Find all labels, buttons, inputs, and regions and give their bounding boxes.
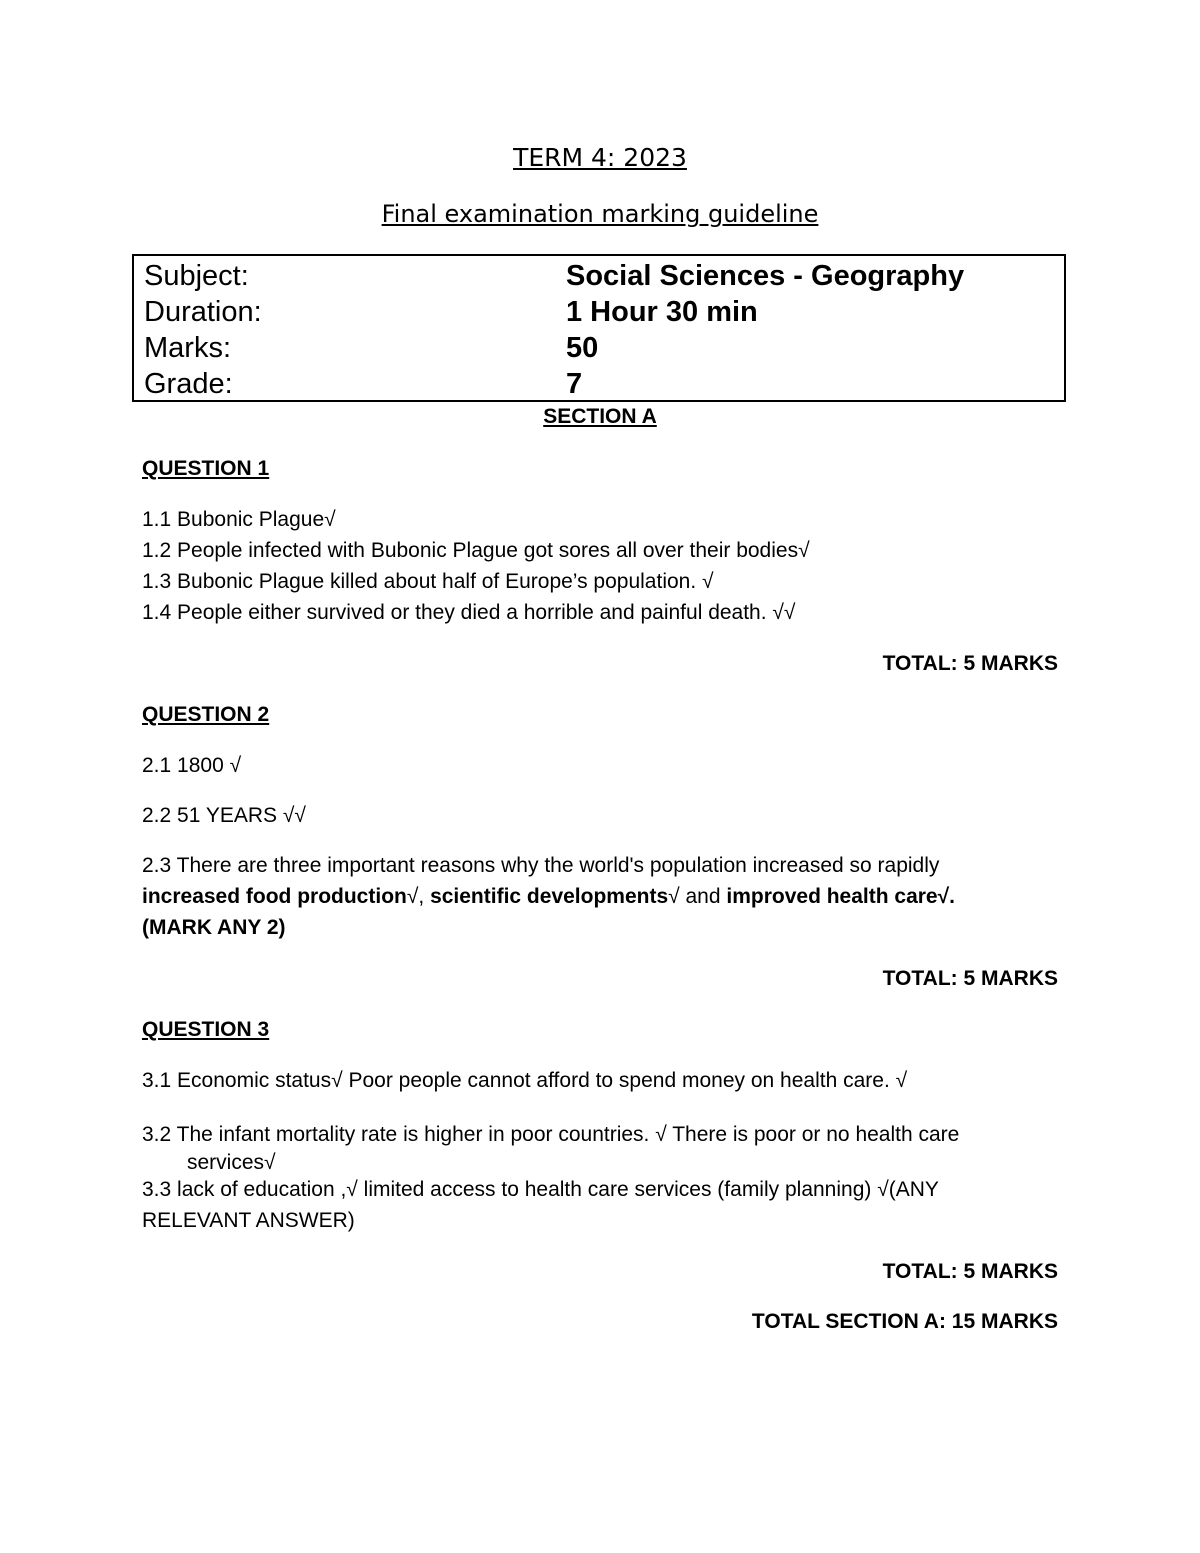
question-1-heading: QUESTION 1 bbox=[142, 457, 270, 480]
question-2-heading: QUESTION 2 bbox=[142, 703, 270, 726]
marks-label: Marks: bbox=[144, 332, 231, 364]
answer-1-4: 1.4 People either survived or they died a horrible and painful death. √√ bbox=[142, 601, 796, 624]
bold-food-production: increased food production bbox=[142, 885, 407, 908]
info-row-grade bbox=[134, 366, 1064, 402]
duration-value: 1 Hour 30 min bbox=[566, 296, 758, 328]
answer-1-3: 1.3 Bubonic Plague killed about half of Europe’s population. √ bbox=[142, 570, 714, 593]
answer-3-3-line-2: RELEVANT ANSWER) bbox=[142, 1209, 355, 1232]
answer-2-2: 2.2 51 YEARS √√ bbox=[142, 804, 306, 827]
bold-improved-health-care: improved health care bbox=[726, 885, 938, 908]
exam-info-table bbox=[132, 254, 1066, 402]
section-a-total: TOTAL SECTION A: 15 MARKS bbox=[751, 1310, 1058, 1333]
grade-value: 7 bbox=[566, 368, 583, 400]
duration-label: Duration: bbox=[144, 296, 262, 328]
answer-3-2-line-2: services√ bbox=[187, 1151, 276, 1174]
subject-value: Social Sciences - Geography bbox=[566, 260, 965, 292]
answer-3-2-line-1: 3.2 The infant mortality rate is higher in poor countries. √ There is poor or no health care bbox=[142, 1123, 960, 1146]
answer-3-3-line-1: 3.3 lack of education ,√ limited access to health care services (family planning) √(ANY bbox=[142, 1178, 939, 1201]
check-1: √, bbox=[406, 885, 431, 908]
answer-2-3-line-3: (MARK ANY 2) bbox=[142, 916, 286, 939]
question-3-total: TOTAL: 5 MARKS bbox=[882, 1260, 1058, 1283]
question-2-total: TOTAL: 5 MARKS bbox=[882, 967, 1058, 990]
answer-1-1: 1.1 Bubonic Plague√ bbox=[142, 508, 336, 531]
document-subtitle: Final examination marking guideline bbox=[381, 200, 819, 228]
term-title: TERM 4: 2023 bbox=[513, 143, 687, 172]
marks-value: 50 bbox=[566, 332, 599, 364]
grade-label: Grade: bbox=[144, 368, 233, 400]
info-row-duration bbox=[134, 294, 1064, 330]
section-a-heading: SECTION A bbox=[543, 405, 657, 428]
answer-2-1: 2.1 1800 √ bbox=[142, 754, 242, 777]
bold-scientific-developments: scientific developments bbox=[430, 885, 669, 908]
answer-2-3-line-2 bbox=[142, 885, 955, 909]
info-row-marks bbox=[134, 330, 1064, 366]
question-3-heading: QUESTION 3 bbox=[142, 1018, 270, 1041]
subject-label: Subject: bbox=[144, 260, 249, 292]
answer-3-1: 3.1 Economic status√ Poor people cannot afford to spend money on health care. √ bbox=[142, 1069, 908, 1092]
check-3: √. bbox=[937, 885, 955, 908]
question-1-total: TOTAL: 5 MARKS bbox=[882, 652, 1058, 675]
info-row-subject bbox=[134, 258, 1064, 294]
answer-1-2: 1.2 People infected with Bubonic Plague got sores all over their bodies√ bbox=[142, 539, 810, 562]
check-2-and: √ and bbox=[668, 885, 727, 908]
answer-2-3-line-1: 2.3 There are three important reasons why the world's population increased so rapidly bbox=[142, 854, 940, 877]
